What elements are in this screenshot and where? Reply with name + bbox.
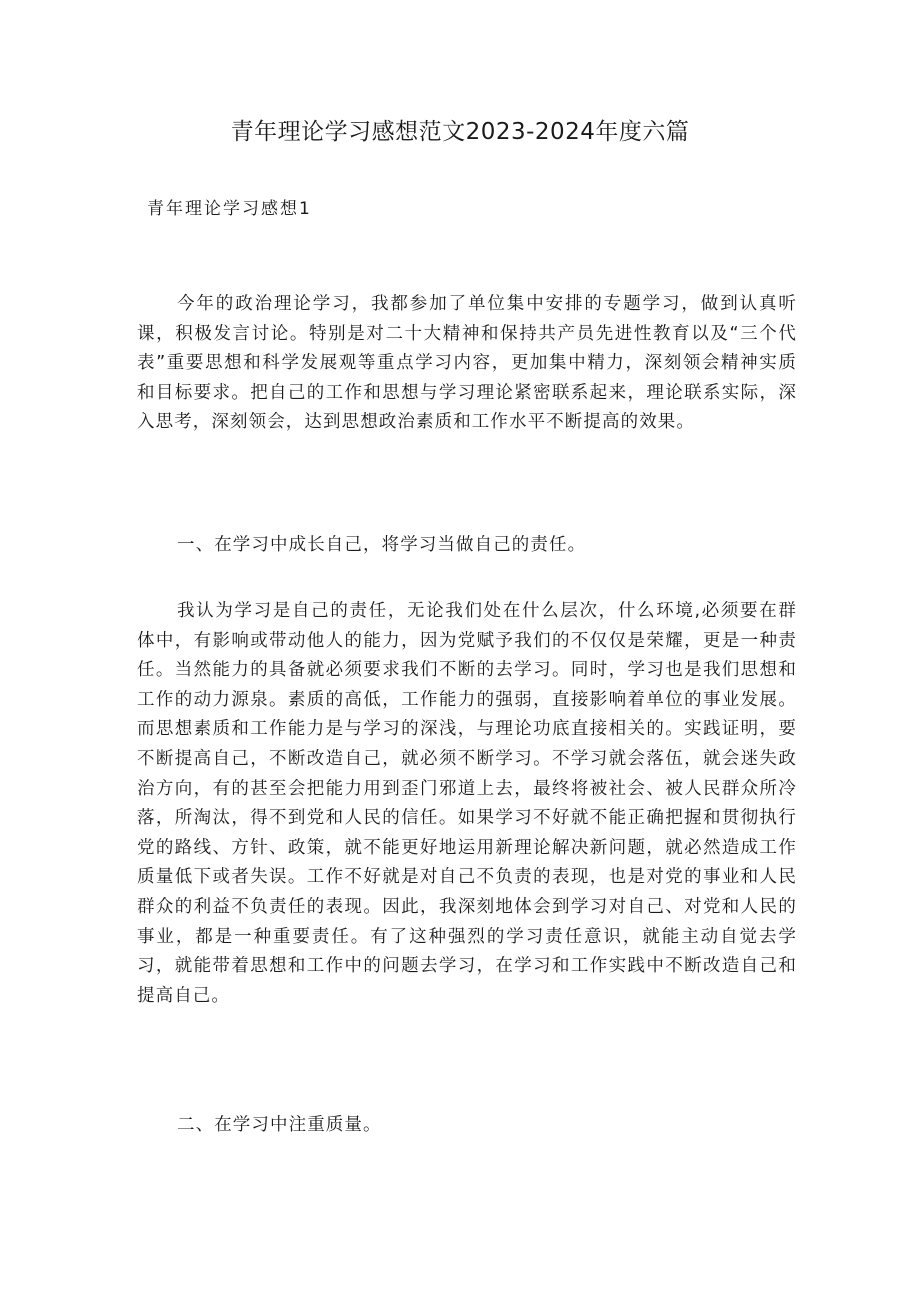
document-subtitle: 青年理论学习感想1 — [147, 199, 312, 219]
body-paragraph-responsibility: 我认为学习是自己的责任，无论我们处在什么层次，什么环境,必须要在群体中，有影响或带动他人的能力，因为党赋予我们的不仅仅是荣耀，更是一种责任。当然能力的具备就必须要求我们不断的去学习。同时，学习也是我们思想和工作的动力源泉。素质的高低，工作能力的强弱，直接影响着单位的事业发展。而思想素质和工作能力是与学习的深浅，与理论功底直接相关的。实践证明，要不断提高自己，不断改造自己，就必须不断学习。不学习就会落伍，就会迷失政治方向，有的甚至会把能力用到歪门邪道上去，最终将被社会、被人民群众所冷落，所淘汰，得不到党和人民的信任。如果学习不好就不能正确把握和贯彻执行党的路线、方针、政策，就不能更好地运用新理论解决新问题，就必然造成工作质量低下或者失误。工作不好就是对自己不负责的表现，也是对党的事业和人民群众的利益不负责任的表现。因此，我深刻地体会到学习对自己、对党和人民的事业，都是一种重要责任。有了这种强烈的学习责任意识，就能主动自觉去学习，就能带着思想和工作中的问题去学习，在学习和工作实践中不断改造自己和提高自己。 — [137, 601, 797, 1006]
body-paragraph-intro: 今年的政治理论学习，我都参加了单位集中安排的专题学习，做到认真听课，积极发言讨论。特别是对二十大精神和保持共产员先进性教育以及“三个代表”重要思想和科学发展观等重点学习内容，更加集中精力，深刻领会精神实质和目标要求。把自己的工作和思想与学习理论紧密联系起来，理论联系实际，深入思考，深刻领会，达到思想政治素质和工作水平不断提高的效果。 — [137, 294, 797, 433]
section-heading-1: 一、在学习中成长自己，将学习当做自己的责任。 — [177, 535, 587, 555]
section-heading-2: 二、在学习中注重质量。 — [177, 1115, 382, 1135]
document-title: 青年理论学习感想范文2023-2024年度六篇 — [230, 119, 690, 145]
